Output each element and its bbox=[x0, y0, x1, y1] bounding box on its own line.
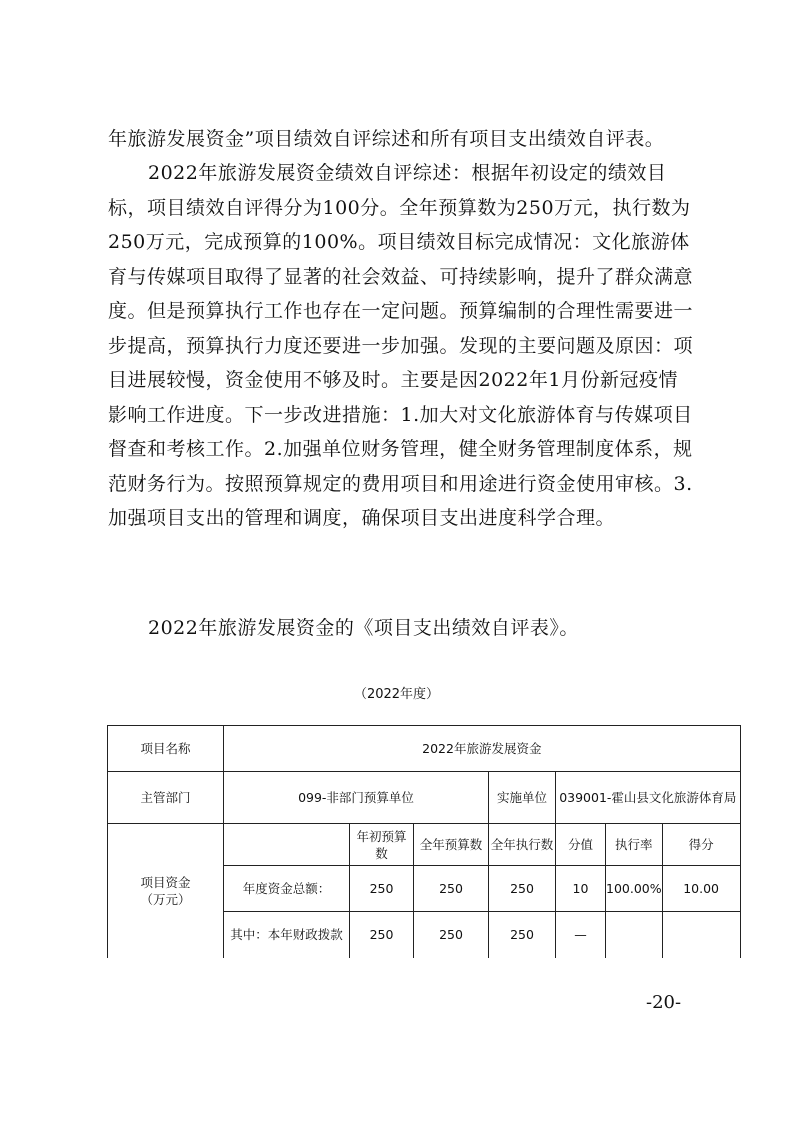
fiscal-initial-budget: 250 bbox=[350, 912, 414, 958]
project-name-value: 2022年旅游发展资金 bbox=[224, 726, 741, 772]
header-annual-budget: 全年预算数 bbox=[414, 824, 489, 866]
table-year-label: （2022年度） bbox=[353, 687, 440, 702]
dept-label: 主管部门 bbox=[108, 772, 224, 824]
header-exec-rate: 执行率 bbox=[606, 824, 663, 866]
total-row-label: 年度资金总额： bbox=[224, 866, 350, 912]
table-row bbox=[108, 772, 741, 824]
table-row bbox=[108, 824, 741, 866]
impl-label: 实施单位 bbox=[489, 772, 556, 824]
total-score: 10.00 bbox=[662, 866, 740, 912]
paragraph-intro: 年旅游发展资金”项目绩效自评综述和所有项目支出绩效自评表。 bbox=[108, 128, 665, 150]
header-initial-budget: 年初预算数 bbox=[350, 824, 414, 866]
total-exec-rate: 100.00% bbox=[606, 866, 663, 912]
total-annual-budget: 250 bbox=[414, 866, 489, 912]
header-empty bbox=[224, 824, 350, 866]
header-score-value: 分值 bbox=[556, 824, 606, 866]
table-row bbox=[108, 726, 741, 772]
fiscal-row-label: 其中：本年财政拨款 bbox=[224, 912, 350, 958]
total-initial-budget: 250 bbox=[350, 866, 414, 912]
performance-table bbox=[107, 725, 741, 958]
total-score-value: 10 bbox=[556, 866, 606, 912]
project-name-label: 项目名称 bbox=[108, 726, 224, 772]
dept-value: 099-非部门预算单位 bbox=[224, 772, 489, 824]
paragraph-summary: 2022年旅游发展资金绩效自评综述：根据年初设定的绩效目标，项目绩效自评得分为100分。全年预算数为250万元，执行数为250万元，完成预算的100%。项目绩效目标完成情况：文化旅游体育与传媒项目取得了显著的社会效益、可持续影响，提升了群众满意度。但是预算执行工作也存在一定问题。预算编制的合理性需要进一步提高，预算执行力度还要进一步加强。发现的主要问题及原因：项目进展较慢，资金使用不够及时。主要是因2022年1月份新冠疫情影响工作进度。下一步改进措施：1.加大对文化旅游体育与传媒项目督查和考核工作。2.加强单位财务管理，健全财务管理制度体系，规范财务行为。按照预算规定的费用项目和用途进行资金使用审核。3.加强项目支出的管理和调度，确保项目支出进度科学合理。 bbox=[108, 162, 694, 529]
paragraph-table-intro: 2022年旅游发展资金的《项目支出绩效自评表》。 bbox=[148, 617, 579, 639]
header-annual-exec: 全年执行数 bbox=[489, 824, 556, 866]
impl-value: 039001-霍山县文化旅游体育局 bbox=[556, 772, 741, 824]
page-number: -20- bbox=[646, 992, 682, 1013]
funds-label: 项目资金 （万元） bbox=[108, 824, 224, 958]
fiscal-annual-budget: 250 bbox=[414, 912, 489, 958]
fiscal-annual-exec: 250 bbox=[489, 912, 556, 958]
fiscal-score bbox=[662, 912, 740, 958]
fiscal-exec-rate bbox=[606, 912, 663, 958]
fiscal-score-value: — bbox=[556, 912, 606, 958]
total-annual-exec: 250 bbox=[489, 866, 556, 912]
header-score: 得分 bbox=[662, 824, 740, 866]
